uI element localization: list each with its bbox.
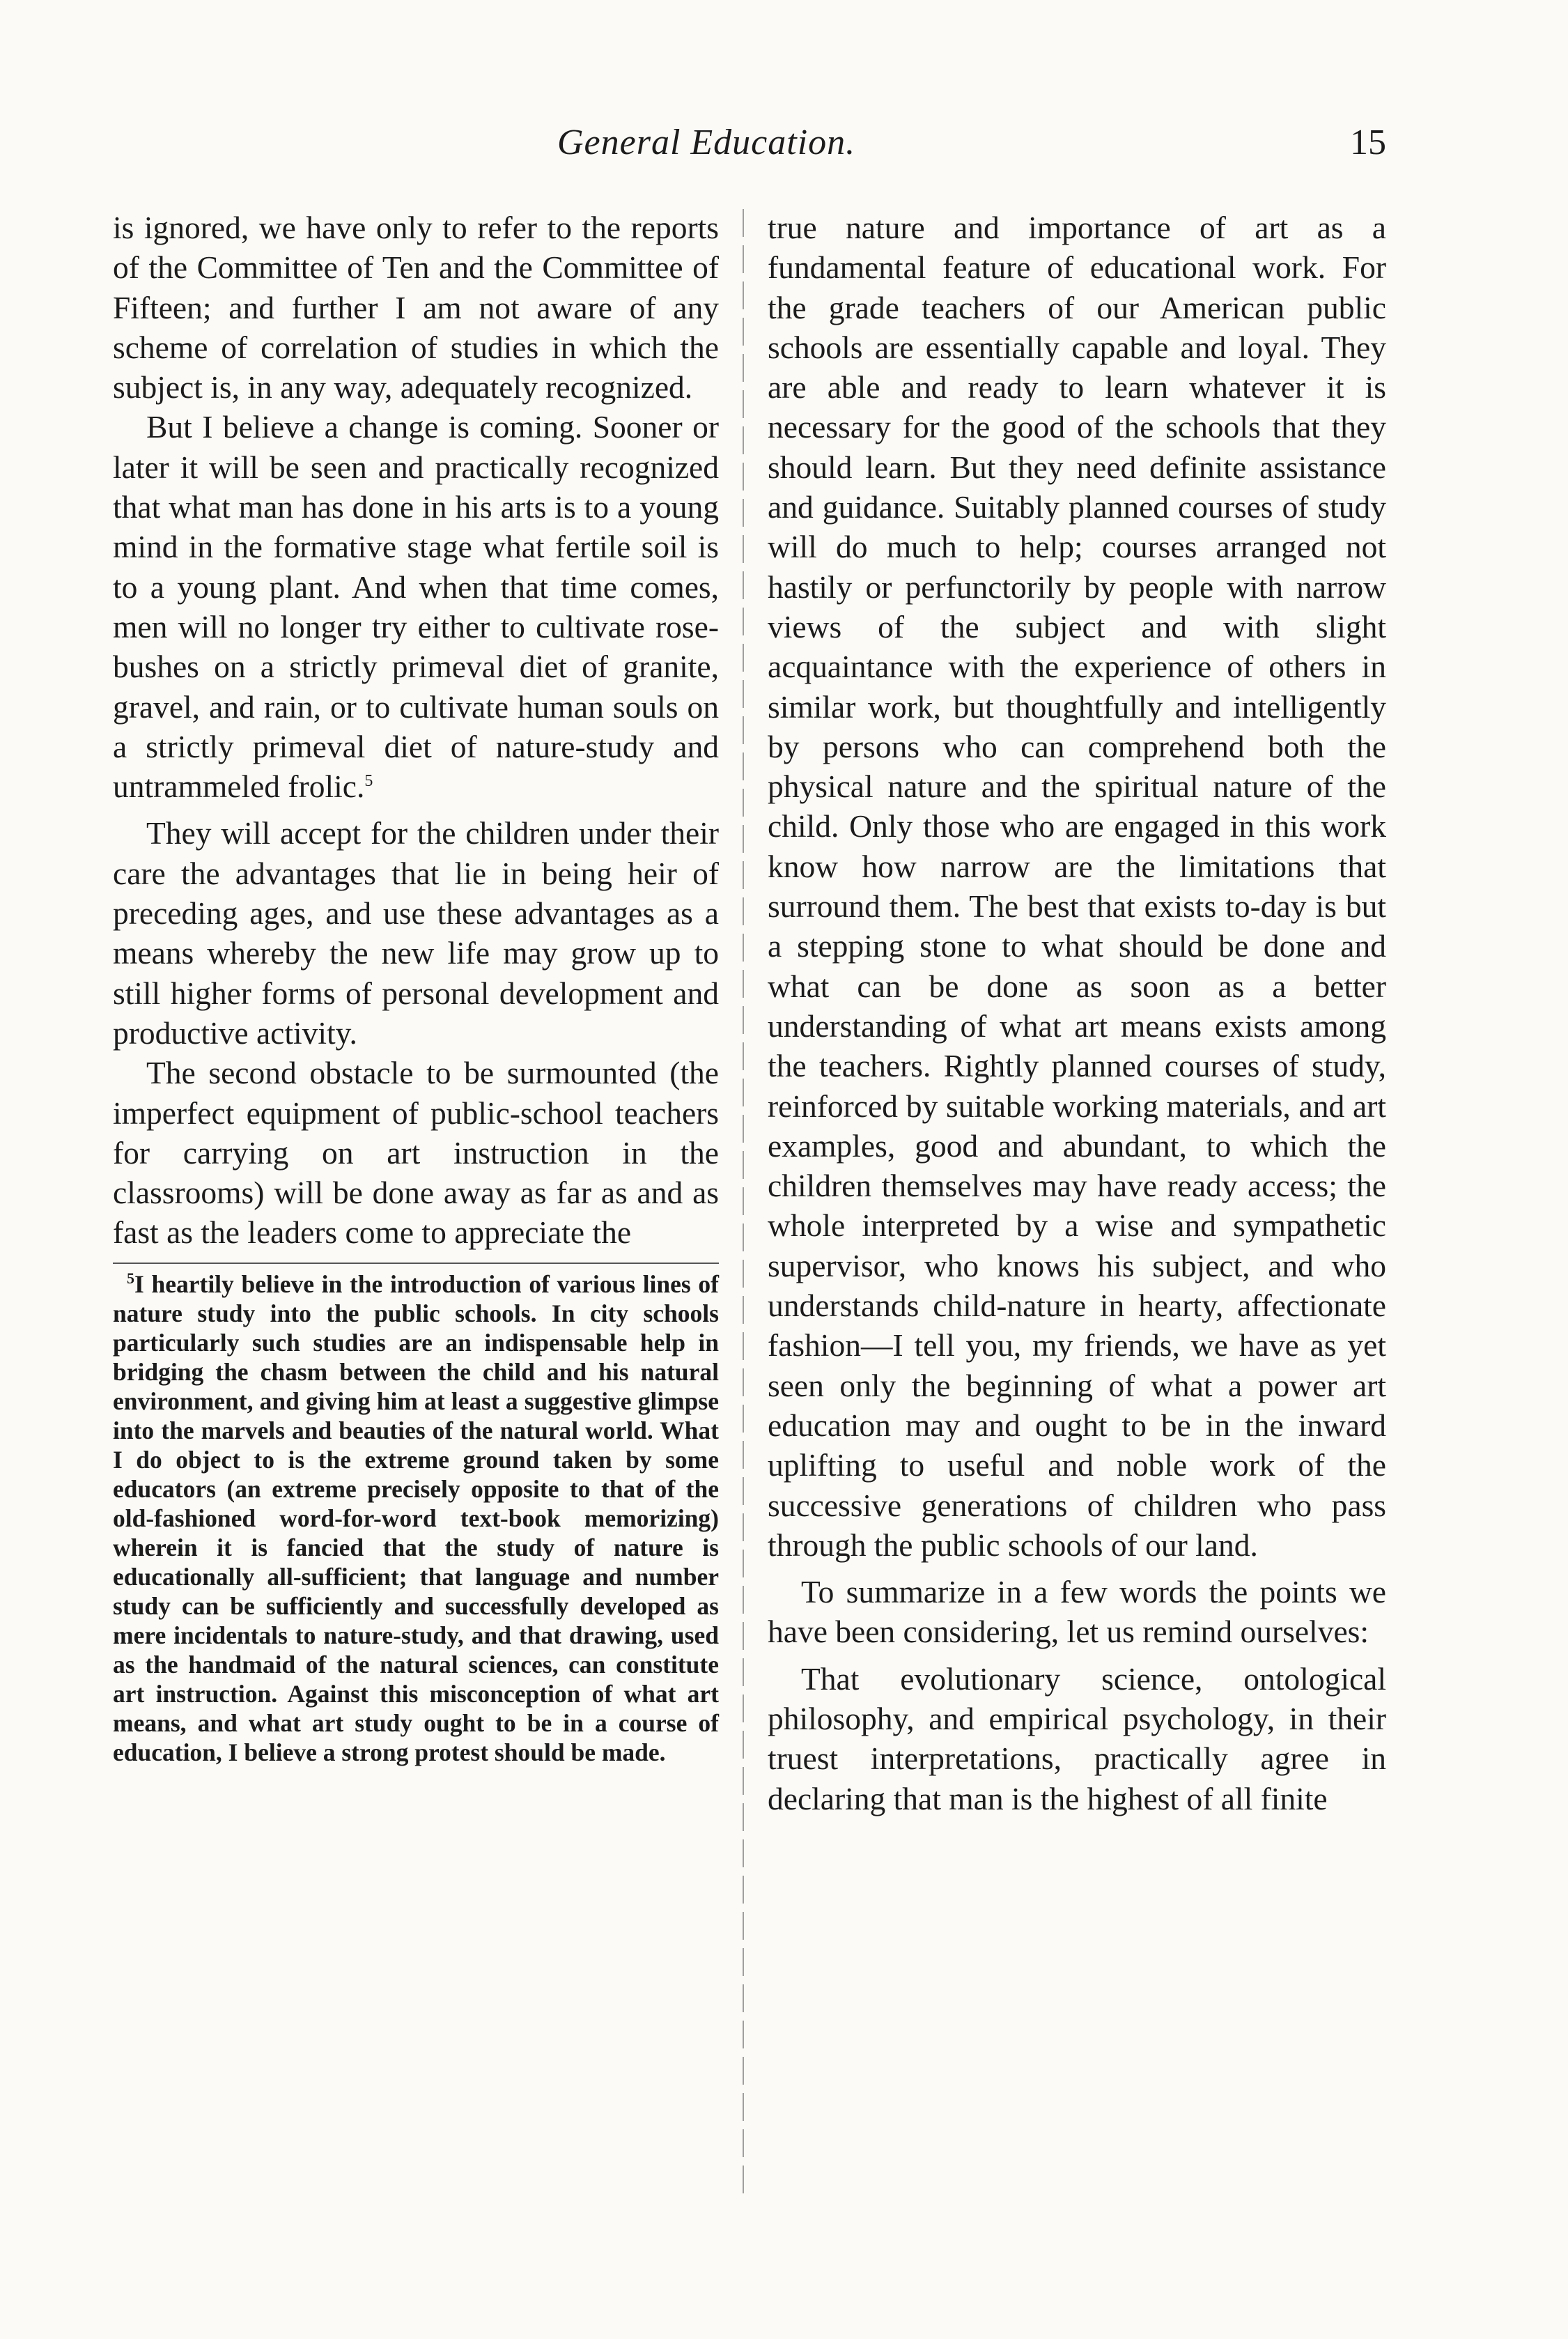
paragraph: They will accept for the children under their care the advantages that lie in being heir of preceding ages, and use these advantages as a means whereby the new life may grow up to still higher forms of personal development and productive activity. — [113, 815, 719, 1051]
right-column — [768, 208, 1386, 1819]
paragraph-text: But I believe a change is coming. Sooner or later it will be seen and practically recognized that what man has done in his arts is to a young mind in the formative stage what fertile soil is to a young plant. And when that time comes, men will no longer try either to cultivate rose-bushes on a strictly primeval diet of granite, gravel, and rain, or to cultivate human souls on a strictly primeval diet of nature-study and untrammeled frolic. — [113, 409, 719, 805]
footnote-reference: 5 — [364, 772, 373, 790]
paragraph: To summarize in a few words the points we have been considering, let us remind ourselves: — [768, 1574, 1386, 1650]
paragraph: is ignored, we have only to refer to the reports of the Committee of Ten and the Committee of Fifteen; and further I am not aware of any scheme of correlation of studies in which the subject is, in any way, adequately recognized. — [113, 210, 719, 406]
paragraph: That evolutionary science, ontological philosophy, and empirical psychology, in their truest interpretations, practically agree in declaring that man is the highest of all finite — [768, 1660, 1386, 1816]
column-divider — [743, 209, 744, 2202]
paragraph: The second obstacle to be surmounted (the imperfect equipment of public-school teachers for carrying on art instruction in the classrooms) will be done away as far as and as fast as the leaders come to appreciate the — [113, 1055, 719, 1251]
page-header — [111, 122, 1386, 185]
footnote-marker: 5 — [127, 1269, 134, 1287]
footnote — [113, 1263, 719, 1767]
paragraph: true nature and importance of art as a fundamental feature of educational work. For the grade teachers of our American public schools are essentially capable and loyal. They are able and ready to learn whatever it is necessary for the good of the schools that they should learn. But they need definite assistance and guidance. Suitably planned courses of study will do much to help; courses arranged not hastily or perfunctorily by people with narrow views of the subject and with slight acquaintance with the experience of others in similar work, but thoughtfully and intelligently by persons who can comprehend both the physical nature and the spiritual nature of the child. Only those who are engaged in this work know how narrow are the limitations that surround them. The best that exists to-day is but a stepping stone to what should be done and what can be done as soon as a better understanding of what art means exists among the teachers. Rightly planned courses of study, reinforced by suitable working materials, and art examples, good and abundant, to which the children themselves may have ready access; the whole interpreted by a wise and sympathetic supervisor, who knows his subject, and who understands child-nature in hearty, affectionate fashion—I tell you, my friends, we have as yet seen only the beginning of what a power art education may and ought to be in the inward uplifting to useful and noble work of the successive generations of children who pass through the public schools of our land. — [768, 210, 1386, 1563]
left-column — [113, 208, 719, 1767]
page-number: 15 — [1350, 123, 1386, 162]
paragraph — [113, 407, 719, 806]
footnote-text: I heartily believe in the introduction of various lines of nature study into the public schools. In city schools particularly such studies are an indispensable help in bridging the chasm between the child and his natural environment, and giving him at least a suggestive glimpse into the marvels and beauties of the natural world. What I do object to is the extreme ground taken by some educators (an extreme precisely opposite to that of the old-fashioned word-for-word text-book memorizing) wherein it is fancied that the study of nature is educationally all-sufficient; that language and number study can be sufficiently and successfully developed as mere incidentals to nature-study, and that drawing, used as the handmaid of the natural sciences, can constitute art instruction. Against this misconception of what art means, and what art study ought to be in a course of education, I believe a strong protest should be made. — [113, 1269, 719, 1766]
running-title: General Education. — [557, 123, 856, 162]
